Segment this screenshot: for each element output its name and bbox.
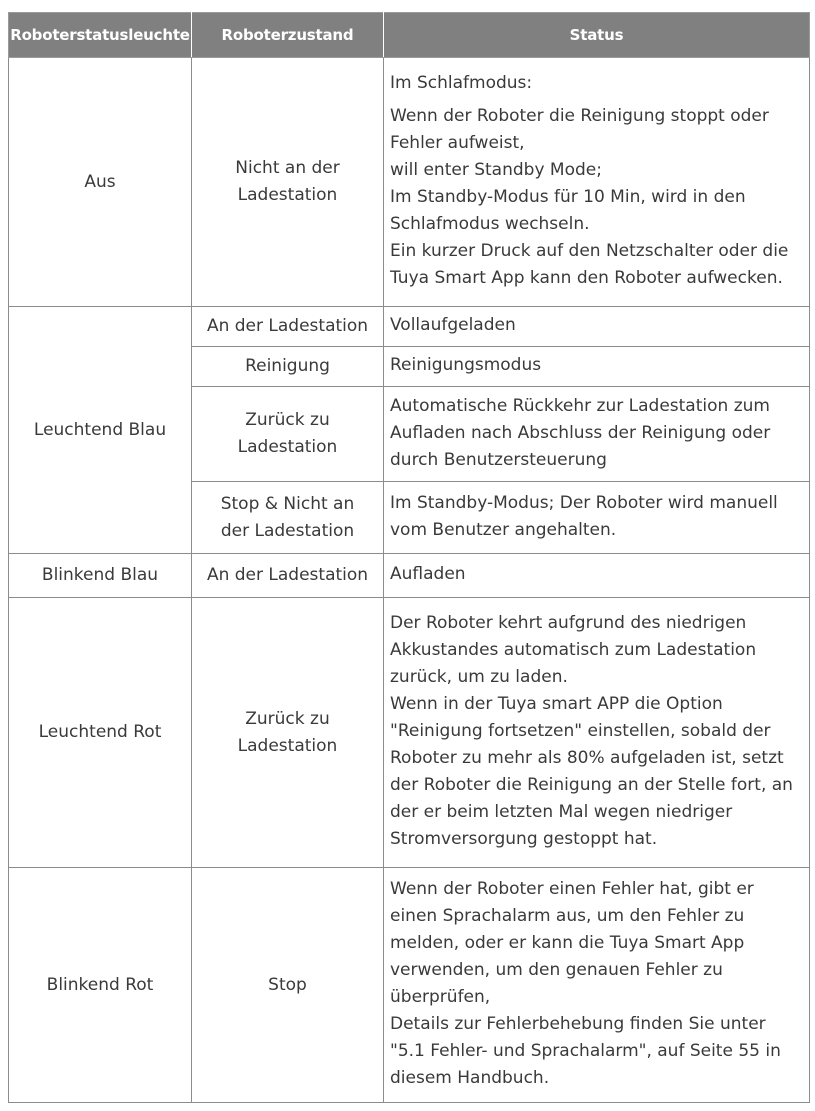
- cell-light-solid-red: Leuchtend Rot: [9, 598, 192, 868]
- robot-status-table: [8, 12, 810, 1103]
- cell-light-solid-blue: Leuchtend Blau: [9, 307, 192, 554]
- header-robot-state: Roboterzustand: [192, 13, 384, 58]
- header-status: Status: [384, 13, 810, 58]
- cell-light-blinking-blue: Blinkend Blau: [9, 554, 192, 598]
- cell-light-blinking-red: Blinkend Rot: [9, 868, 192, 1103]
- table-row-solid-blue-docked: [9, 307, 810, 347]
- cell-state-not-docked: Nicht an der Ladestation: [192, 58, 384, 307]
- status-sleep-intro: Im Schlafmodus:: [390, 73, 533, 93]
- cell-status-error: [384, 868, 810, 1103]
- cell-status-cleaning-mode: Reinigungsmodus: [384, 347, 810, 387]
- cell-state-stopped-not-docked: Stop & Nicht an der Ladestation: [192, 482, 384, 554]
- cell-state-returning-low-battery: Zurück zu Ladestation: [192, 598, 384, 868]
- status-line: will enter Standby Mode;: [390, 160, 602, 180]
- cell-status-auto-return: Automatische Rückkehr zur Ladestation zum Aufladen nach Abschluss der Reinigung oder durch Benutzersteuerung: [384, 387, 810, 482]
- cell-status-low-battery: [384, 598, 810, 868]
- table-row-solid-red: [9, 598, 810, 868]
- status-line: Details zur Fehlerbehebung finden Sie unter "5.1 Fehler- und Sprachalarm", auf Seite 55 in diesem Handbuch.: [390, 1014, 781, 1088]
- status-low-battery-text: [390, 610, 803, 853]
- cell-state-stop: Stop: [192, 868, 384, 1103]
- cell-state-docked-charging: An der Ladestation: [192, 554, 384, 598]
- table-row-blinking-blue: [9, 554, 810, 598]
- cell-state-docked: An der Ladestation: [192, 307, 384, 347]
- table-row-off: [9, 58, 810, 307]
- table-header-row: [9, 13, 810, 58]
- cell-light-off: Aus: [9, 58, 192, 307]
- cell-status-standby-manual: Im Standby-Modus; Der Roboter wird manuell vom Benutzer angehalten.: [384, 482, 810, 554]
- status-line: Im Standby-Modus für 10 Min, wird in den Schlafmodus wechseln.: [390, 187, 746, 234]
- status-line: Der Roboter kehrt aufgrund des niedrigen Akkustandes automatisch zum Ladestation zurück, um zu laden.: [390, 613, 757, 687]
- cell-status-fully-charged: Vollaufgeladen: [384, 307, 810, 347]
- status-line: Wenn der Roboter einen Fehler hat, gibt er einen Sprachalarm aus, um den Fehler zu melden, oder er kann die Tuya Smart App verwenden, um den genauen Fehler zu überprüfen,: [390, 879, 754, 1007]
- status-line: Wenn der Roboter die Reinigung stoppt oder Fehler aufweist,: [390, 106, 769, 153]
- cell-status-sleep: [384, 58, 810, 307]
- cell-state-cleaning: Reinigung: [192, 347, 384, 387]
- table-row-blinking-red: [9, 868, 810, 1103]
- status-error-text: [390, 876, 803, 1092]
- status-line: Wenn in der Tuya smart APP die Option "Reinigung fortsetzen" einstellen, sobald der Roboter zu mehr als 80% aufgeladen ist, setzt der Roboter die Reinigung an der Stelle fort, an der er beim letzten Mal wegen niedriger Stromversorgung gestoppt hat.: [390, 694, 793, 849]
- cell-status-charging: Aufladen: [384, 554, 810, 598]
- status-line: Ein kurzer Druck auf den Netzschalter oder die Tuya Smart App kann den Roboter aufwecken.: [390, 241, 789, 288]
- status-sleep-details: [390, 103, 803, 292]
- cell-state-returning: Zurück zu Ladestation: [192, 387, 384, 482]
- header-status-light: Roboterstatusleuchte: [9, 13, 192, 58]
